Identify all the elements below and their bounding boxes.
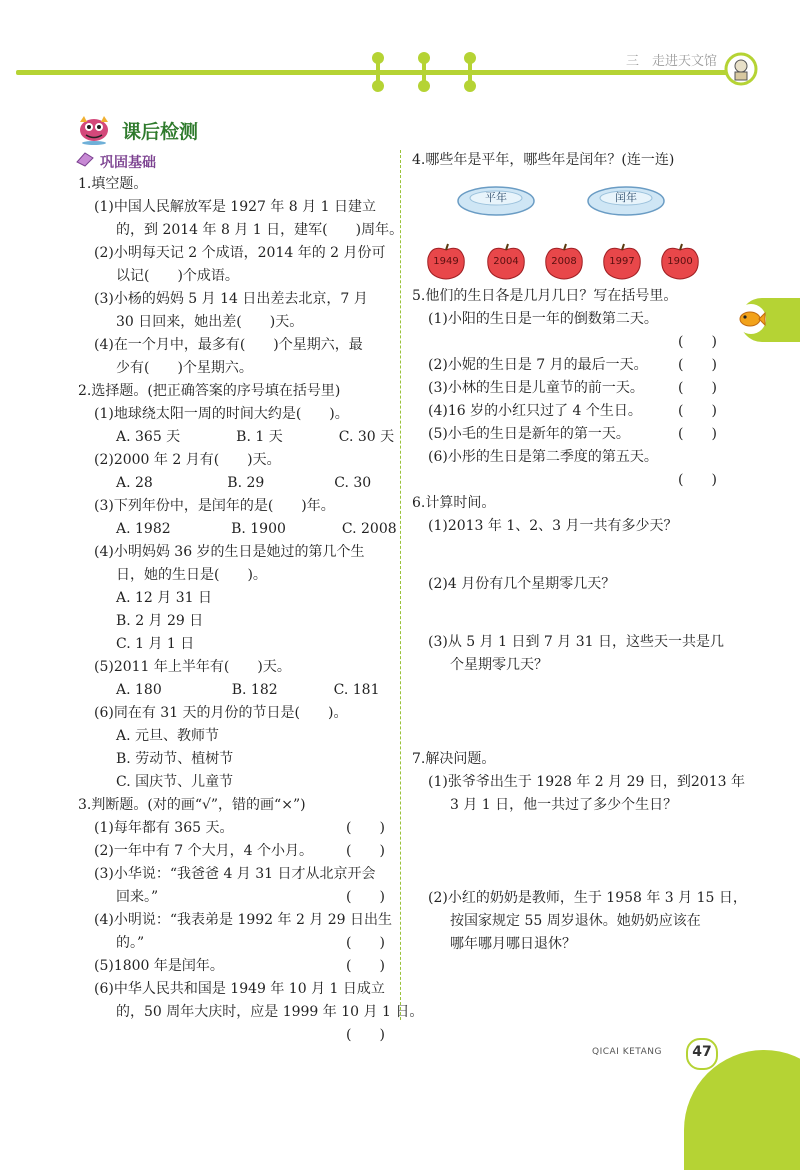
q5-3: (3)小林的生日是儿童节的前一天。 bbox=[428, 380, 644, 396]
q1-2-line2: 以记( )个成语。 bbox=[116, 268, 239, 284]
q3-4-answer: ( ) bbox=[346, 935, 385, 951]
plate-leap-year bbox=[586, 184, 666, 218]
apple-year-2 bbox=[484, 242, 528, 282]
q6-2: (2)4 月份有几个星期零几天？ bbox=[428, 576, 616, 592]
apple-year-3 bbox=[542, 242, 586, 282]
q3-5: (5)1800 年是闰年。 bbox=[94, 958, 224, 974]
q2-6: (6)同在有 31 天的月份的节日是( )。 bbox=[94, 705, 348, 721]
q7-title: 7.解决问题。 bbox=[412, 751, 496, 767]
q6-3-line1: (3)从 5 月 1 日到 7 月 31 日，这些天一共是几 bbox=[428, 634, 724, 650]
q7-2-line1: (2)小红的奶奶是教师，生于 1958 年 3 月 15 日， bbox=[428, 890, 747, 906]
q5-5-answer: ( ) bbox=[678, 426, 717, 442]
q5-1-answer: ( ) bbox=[678, 334, 717, 350]
q3-6-answer: ( ) bbox=[346, 1027, 385, 1043]
q1-1-line1: (1)中国人民解放军是 1927 年 8 月 1 日建立 bbox=[94, 199, 376, 215]
q5-4-answer: ( ) bbox=[678, 403, 717, 419]
binder-ring-3 bbox=[464, 52, 476, 92]
q1-2-line1: (2)小明每天记 2 个成语，2014 年的 2 月份可 bbox=[94, 245, 386, 261]
q2-1: (1)地球绕太阳一周的时间大约是( )。 bbox=[94, 406, 349, 422]
q2-2: (2)2000 年 2 月有( )天。 bbox=[94, 452, 281, 468]
chapter-title: 走进天文馆 bbox=[652, 54, 718, 69]
q2-4-option-a: A. 12 月 31 日 bbox=[116, 590, 212, 606]
eraser-icon bbox=[75, 150, 95, 168]
q2-4-line1: (4)小明妈妈 36 岁的生日是她过的第几个生 bbox=[94, 544, 365, 560]
q6-1: (1)2013 年 1、2、3 月一共有多少天？ bbox=[428, 518, 678, 534]
binder-ring-1 bbox=[372, 52, 384, 92]
q2-4-line2: 日，她的生日是( )。 bbox=[116, 567, 267, 583]
apple-year-4-label: 1997 bbox=[609, 256, 635, 267]
q2-title: 2.选择题。(把正确答案的序号填在括号里) bbox=[78, 383, 341, 399]
q7-1-line1: (1)张爷爷出生于 1928 年 2 月 29 日，到2013 年 bbox=[428, 774, 745, 790]
q3-6-line2: 的，50 周年大庆时，应是 1999 年 10 月 1 日。 bbox=[116, 1004, 424, 1020]
q2-3: (3)下列年份中，是闰年的是( )年。 bbox=[94, 498, 335, 514]
q5-2: (2)小妮的生日是 7 月的最后一天。 bbox=[428, 357, 648, 373]
section-title: 课后检测 bbox=[122, 121, 199, 143]
footer-brand: QICAI KETANG bbox=[592, 1047, 662, 1057]
q2-1-options: A. 365 天 B. 1 天 C. 30 天 bbox=[116, 429, 395, 445]
q3-3-line1: (3)小华说：“我爸爸 4 月 31 日才从北京开会 bbox=[94, 866, 376, 882]
page-number: 47 bbox=[692, 1044, 712, 1060]
q5-6-answer: ( ) bbox=[678, 472, 717, 488]
q5-4: (4)16 岁的小红只过了 4 个生日。 bbox=[428, 403, 642, 419]
apple-year-1 bbox=[424, 242, 468, 282]
q2-6-option-b: B. 劳动节、植树节 bbox=[116, 751, 234, 767]
fish-icon bbox=[734, 302, 768, 336]
binder-ring-2 bbox=[418, 52, 430, 92]
q6-title: 6.计算时间。 bbox=[412, 495, 496, 511]
q7-2-line3: 哪年哪月哪日退休？ bbox=[450, 936, 576, 952]
q7-2-line2: 按国家规定 55 周岁退休。她奶奶应该在 bbox=[450, 913, 701, 929]
q2-6-option-a: A. 元旦、教师节 bbox=[116, 728, 220, 744]
q3-6-line1: (6)中华人民共和国是 1949 年 10 月 1 日成立 bbox=[94, 981, 385, 997]
monster-mascot-icon bbox=[74, 110, 114, 146]
q1-title: 1.填空题。 bbox=[78, 176, 148, 192]
q5-3-answer: ( ) bbox=[678, 380, 717, 396]
q5-title: 5.他们的生日各是几月几日？写在括号里。 bbox=[412, 288, 678, 304]
q2-5: (5)2011 年上半年有( )天。 bbox=[94, 659, 291, 675]
chapter-number: 三 bbox=[626, 54, 640, 69]
q3-5-answer: ( ) bbox=[346, 958, 385, 974]
q2-4-option-b: B. 2 月 29 日 bbox=[116, 613, 204, 629]
q2-5-options: A. 180 B. 182 C. 181 bbox=[116, 682, 380, 698]
apple-year-5-label: 1900 bbox=[667, 256, 693, 267]
apple-year-2-label: 2004 bbox=[493, 256, 519, 267]
q1-1-line2: 的，到 2014 年 8 月 1 日，建军( )周年。 bbox=[116, 222, 404, 238]
q2-4-option-c: C. 1 月 1 日 bbox=[116, 636, 195, 652]
q3-title: 3.判断题。(对的画“√”，错的画“×”) bbox=[78, 797, 306, 813]
plate-common-label: 平年 bbox=[485, 191, 507, 204]
q4-title: 4.哪些年是平年，哪些年是闰年？(连一连) bbox=[412, 152, 675, 168]
q5-5: (5)小毛的生日是新年的第一天。 bbox=[428, 426, 630, 442]
q2-6-option-c: C. 国庆节、儿童节 bbox=[116, 774, 234, 790]
apple-year-1-label: 1949 bbox=[433, 256, 459, 267]
apple-year-3-label: 2008 bbox=[551, 256, 577, 267]
column-divider bbox=[400, 150, 401, 1020]
plate-leap-label: 闰年 bbox=[615, 191, 637, 204]
q3-3-line2: 回来。” bbox=[116, 889, 159, 905]
q3-2-answer: ( ) bbox=[346, 843, 385, 859]
q3-2: (2)一年中有 7 个大月，4 个小月。 bbox=[94, 843, 313, 859]
q1-3-line2: 30 日回来，她出差( )天。 bbox=[116, 314, 304, 330]
plate-common-year bbox=[456, 184, 536, 218]
subsection-title: 巩固基础 bbox=[100, 155, 156, 171]
q3-1-answer: ( ) bbox=[346, 820, 385, 836]
q1-3-line1: (3)小杨的妈妈 5 月 14 日出差去北京，7 月 bbox=[94, 291, 368, 307]
q2-2-options: A. 28 B. 29 C. 30 bbox=[116, 475, 372, 491]
q5-6: (6)小彤的生日是第二季度的第五天。 bbox=[428, 449, 658, 465]
q2-3-options: A. 1982 B. 1900 C. 2008 bbox=[116, 521, 397, 537]
q3-1: (1)每年都有 365 天。 bbox=[94, 820, 234, 836]
apple-year-5 bbox=[658, 242, 702, 282]
q3-4-line2: 的。” bbox=[116, 935, 145, 951]
q5-2-answer: ( ) bbox=[678, 357, 717, 373]
q1-4-line2: 少有( )个星期六。 bbox=[116, 360, 253, 376]
q6-3-line2: 个星期零几天？ bbox=[450, 657, 548, 673]
q5-1: (1)小阳的生日是一年的倒数第二天。 bbox=[428, 311, 658, 327]
q7-1-line2: 3 月 1 日，他一共过了多少个生日？ bbox=[450, 797, 678, 813]
q3-4-line1: (4)小明说：“我表弟是 1992 年 2 月 29 日出生 bbox=[94, 912, 393, 928]
astronaut-icon bbox=[724, 52, 758, 86]
apple-year-4 bbox=[600, 242, 644, 282]
q1-4-line1: (4)在一个月中，最多有( )个星期六，最 bbox=[94, 337, 363, 353]
q3-3-answer: ( ) bbox=[346, 889, 385, 905]
